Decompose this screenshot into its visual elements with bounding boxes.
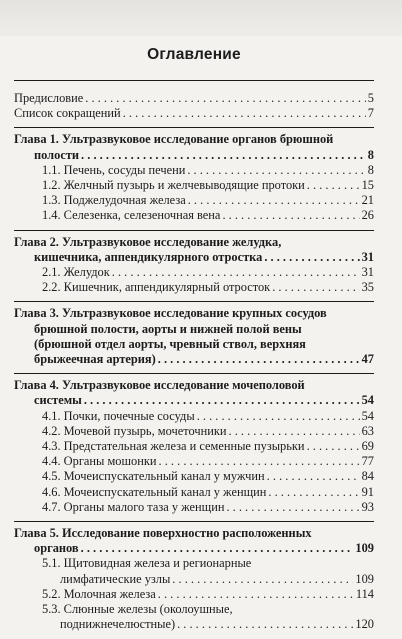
toc-line-text: 4.6. Мочеиспускательный канал у женщин xyxy=(42,484,267,499)
toc-line[interactable] xyxy=(14,439,374,454)
toc-line[interactable] xyxy=(14,208,374,223)
toc-line-text: Список сокращений xyxy=(14,106,121,121)
toc-line-text: 4.2. Мочевой пузырь, мочеточники xyxy=(42,423,227,438)
toc-line-text: системы xyxy=(34,393,82,408)
toc-line[interactable] xyxy=(14,556,374,571)
toc-line-text: 5.3. Слюнные железы (околоушные, xyxy=(42,602,233,617)
page-number: 8 xyxy=(367,162,374,177)
toc-line[interactable] xyxy=(14,235,374,250)
toc-line[interactable] xyxy=(14,193,374,208)
toc-line[interactable] xyxy=(14,485,374,500)
toc-line-text: брюшной полости, аорты и нижней полой вены xyxy=(34,321,302,336)
toc-line[interactable] xyxy=(14,337,374,352)
toc-chapter xyxy=(14,526,374,632)
toc-line[interactable] xyxy=(14,250,374,265)
toc-line-text: лимфатические узлы xyxy=(60,571,171,586)
page-number: 47 xyxy=(361,352,374,367)
page-number: 109 xyxy=(355,571,374,586)
toc-list xyxy=(14,91,374,633)
toc-line-text: кишечника, аппендикулярного отростка xyxy=(34,249,263,264)
dot-leader xyxy=(158,587,354,602)
toc-line[interactable] xyxy=(14,106,374,121)
toc-line[interactable] xyxy=(14,572,374,587)
toc-entry-front xyxy=(14,106,374,121)
toc-line-text: 1.3. Поджелудочная железа xyxy=(42,193,186,208)
chapter-divider xyxy=(14,521,374,522)
toc-line[interactable] xyxy=(14,469,374,484)
toc-line[interactable] xyxy=(14,265,374,280)
toc-line[interactable] xyxy=(14,526,374,541)
page-number: 77 xyxy=(361,454,374,469)
toc-line-text: 1.2. Желчный пузырь и желчевыводящие протоки xyxy=(42,178,305,193)
toc-line[interactable] xyxy=(14,352,374,367)
page-number: 63 xyxy=(361,423,374,438)
toc-line-text: 4.1. Почки, почечные сосуды xyxy=(42,408,195,423)
toc-line-text: 4.4. Органы мошонки xyxy=(42,454,157,469)
toc-line[interactable] xyxy=(14,306,374,321)
dot-leader xyxy=(123,106,366,121)
page-number: 31 xyxy=(361,265,374,280)
page-number: 26 xyxy=(361,208,374,223)
chapter-divider xyxy=(14,230,374,231)
toc-line[interactable] xyxy=(14,424,374,439)
toc-line-text: 5.2. Молочная железа xyxy=(42,586,156,601)
toc-chapter xyxy=(14,306,374,367)
toc-line[interactable] xyxy=(14,322,374,337)
dot-leader xyxy=(188,193,360,208)
dot-leader xyxy=(177,617,353,632)
toc-line-text: полости xyxy=(34,147,80,162)
page-number: 15 xyxy=(361,178,374,193)
dot-leader xyxy=(159,454,360,469)
chapter-divider xyxy=(14,301,374,302)
dot-leader xyxy=(268,485,359,500)
dot-leader xyxy=(81,541,354,556)
dot-leader xyxy=(85,91,366,106)
dot-leader xyxy=(307,178,360,193)
dot-leader xyxy=(226,500,359,515)
dot-leader xyxy=(84,393,360,408)
toc-line-text: 1.4. Селезенка, селезеночная вена xyxy=(42,208,221,223)
toc-entry-front xyxy=(14,91,374,106)
toc-line-text: 4.3. Предстательная железа и семенные пузырьки xyxy=(42,439,305,454)
dot-leader xyxy=(112,265,360,280)
toc-line[interactable] xyxy=(14,378,374,393)
page-number: 84 xyxy=(361,469,374,484)
toc-line-text: 4.7. Органы малого таза у женщин xyxy=(42,499,225,514)
toc-line-text: Глава 3. Ультразвуковое исследование крупных сосудов xyxy=(14,306,327,321)
page-number: 54 xyxy=(361,408,374,423)
page-number: 21 xyxy=(361,193,374,208)
page-number: 120 xyxy=(355,617,374,632)
table-of-contents-page xyxy=(14,36,374,639)
toc-line[interactable] xyxy=(14,393,374,408)
toc-line[interactable] xyxy=(14,617,374,632)
toc-line[interactable] xyxy=(14,409,374,424)
toc-line[interactable] xyxy=(14,541,374,556)
previous-page-edge xyxy=(0,0,402,36)
toc-line[interactable] xyxy=(14,178,374,193)
page-title: Оглавление xyxy=(147,46,241,63)
dot-leader xyxy=(187,163,365,178)
toc-line-text: 2.1. Желудок xyxy=(42,265,110,280)
toc-line-text: поднижнечелюстные) xyxy=(60,617,176,632)
toc-line-text: Предисловие xyxy=(14,91,84,105)
toc-line[interactable] xyxy=(14,454,374,469)
page-number: 91 xyxy=(361,484,374,499)
toc-line-text: Глава 5. Исследование поверхностно расположенных xyxy=(14,526,312,541)
page-number: 54 xyxy=(361,393,374,408)
page-number: 5 xyxy=(367,91,374,105)
toc-line-text: (брюшной отдел аорты, чревный ствол, верхняя xyxy=(34,336,306,351)
dot-leader xyxy=(197,409,360,424)
toc-line[interactable] xyxy=(14,280,374,295)
toc-line-text: 2.2. Кишечник, аппендикулярный отросток xyxy=(42,280,271,295)
page-number: 93 xyxy=(361,499,374,514)
dot-leader xyxy=(158,352,360,367)
page-number: 31 xyxy=(361,249,374,264)
front-divider xyxy=(14,127,374,128)
toc-line[interactable] xyxy=(14,91,374,106)
dot-leader xyxy=(272,280,359,295)
dot-leader xyxy=(307,439,360,454)
dot-leader xyxy=(222,208,359,223)
toc-line-text: Глава 4. Ультразвуковое исследование мочеполовой xyxy=(14,378,305,393)
dot-leader xyxy=(81,148,366,163)
page-number: 35 xyxy=(361,280,374,295)
toc-line-text: Глава 2. Ультразвуковое исследование желудка, xyxy=(14,234,282,249)
toc-chapter xyxy=(14,235,374,296)
dot-leader xyxy=(267,469,360,484)
page-number: 8 xyxy=(367,147,374,162)
page-number: 7 xyxy=(367,106,374,121)
toc-line[interactable] xyxy=(14,163,374,178)
toc-line-text: Глава 1. Ультразвуковое исследование органов брюшной xyxy=(14,132,334,147)
toc-chapter xyxy=(14,378,374,515)
toc-line[interactable] xyxy=(14,132,374,147)
toc-line-text: брыжеечная артерия) xyxy=(34,352,156,367)
toc-line[interactable] xyxy=(14,500,374,515)
page-number: 109 xyxy=(355,541,374,556)
toc-line[interactable] xyxy=(14,602,374,617)
toc-line[interactable] xyxy=(14,148,374,163)
dot-leader xyxy=(264,250,359,265)
toc-line[interactable] xyxy=(14,587,374,602)
toc-line-text: органов xyxy=(34,541,79,556)
toc-chapter xyxy=(14,132,374,223)
toc-line-text: 4.5. Мочеиспускательный канал у мужчин xyxy=(42,469,265,484)
toc-line-text: 5.1. Щитовидная железа и регионарные xyxy=(42,556,252,571)
page-number: 114 xyxy=(355,586,374,601)
dot-leader xyxy=(172,572,353,587)
toc-line-text: 1.1. Печень, сосуды печени xyxy=(42,162,186,177)
page-number: 69 xyxy=(361,439,374,454)
dot-leader xyxy=(229,424,360,439)
chapter-divider xyxy=(14,373,374,374)
